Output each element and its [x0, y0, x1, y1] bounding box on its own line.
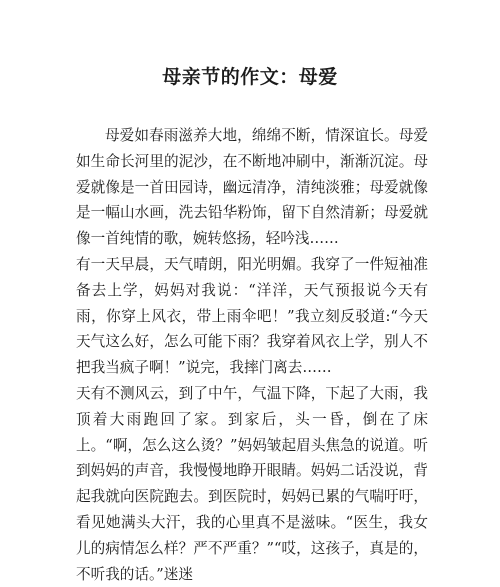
paragraph-rain: 天有不测风云，到了中午，气温下降，下起了大雨，我顶着大雨跑回了家。到家后，头一昏，倒在了床上。“啊，怎么这么烫？”妈妈皱起眉头焦急的说道。听到妈妈的声音，我慢慢地睁开眼睛。妈妈二话没说，背起我就向医院跑去。到医院时，妈妈已累的气喘吁吁，看见她满头大汗，我的心里真不是滋味。“医生，我女儿的病情怎么样？严不严重？”“哎，这孩子，真是的，不听我的话。”迷迷 — [76, 384, 428, 583]
paragraph-intro: 母爱如春雨滋养大地，绵绵不断，情深谊长。母爱如生命长河里的泥沙，在不断地冲刷中，渐渐沉淀。母爱就像是一首田园诗，幽远清净，清纯淡雅；母爱就像是一幅山水画，洗去铅华粉饰，留下自然清新；母爱就像一首纯情的歌，婉转悠扬，轻吟浅…… — [76, 127, 428, 248]
document-title: 母亲节的作文：母爱 — [162, 66, 338, 88]
document-body — [76, 123, 428, 587]
paragraph-morning: 有一天早晨，天气晴朗，阳光明媚。我穿了一件短袖准备去上学，妈妈对我说：“洋洋，天气预报说今天有雨，你穿上风衣，带上雨伞吧！”我立刻反驳道:“今天天气这么好，怎么可能下雨？我穿着风衣上学，别人不把我当疯子啊！”说完，我摔门离去…… — [76, 255, 428, 377]
